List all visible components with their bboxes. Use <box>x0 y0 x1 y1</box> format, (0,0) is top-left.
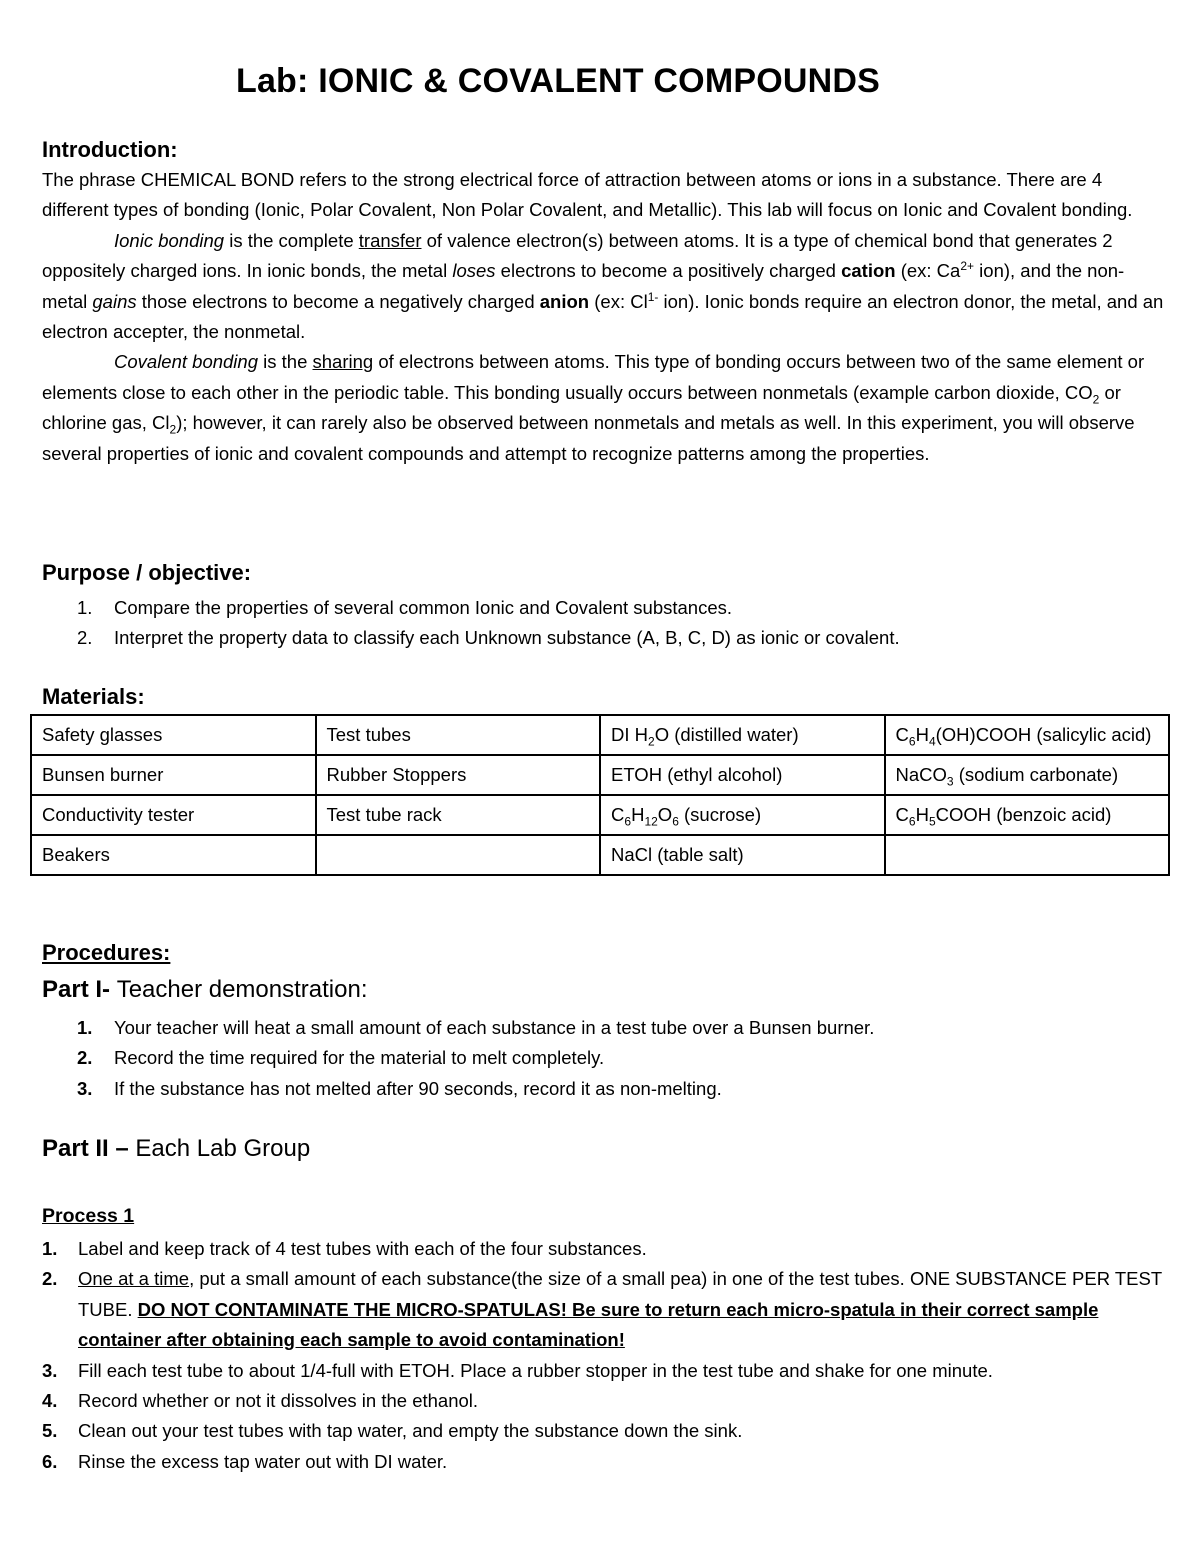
list-item: 4. Record whether or not it dissolves in the ethanol. <box>42 1390 479 1412</box>
list-item: 2. Record the time required for the material to melt completely. <box>77 1047 605 1069</box>
list-item: 1. Your teacher will heat a small amount of each substance in a test tube over a Bunsen burner. <box>77 1017 875 1038</box>
intro-paragraph-covalent: Covalent bonding is the sharing of electrons between atoms. This type of bonding occurs between two of the same element or elements close to each other in the periodic table. This bonding usually occurs between nonmetals (example carbon dioxide, $CO_2$ or chlorine gas, $Cl_2$); however, it can rarely also be observed between nonmetals and metals as well. In this experiment, you will observe several properties of ionic and covalent compounds and attempt to recognize patterns among the properties. <box>42 351 1145 464</box>
intro-paragraph-1: The phrase CHEMICAL BOND refers to the strong electrical force of attraction between atoms or ions in a substance. There are 4 different types of bonding (Ionic, Polar Covalent, Non Polar Covalent, and Metallic). This lab will focus on Ionic and Covalent bonding. <box>42 169 1133 221</box>
part1-list <box>42 1013 1164 1104</box>
contamination-warning: DO NOT CONTAMINATE THE MICRO-SPATULAS! Be sure to return each micro-spatula in their correct sample container after obtaining each sample to avoid contamination! <box>78 1298 1099 1351</box>
table-row <box>31 835 1169 875</box>
table-cell: Safety glasses <box>31 715 316 755</box>
table-cell: NaCl (table salt) <box>600 835 885 875</box>
purpose-heading: Purpose / objective: <box>42 560 252 585</box>
list-item: 3. Fill each test tube to about 1/4-full with ETOH. Place a rubber stopper in the test tube and shake for one minute. <box>42 1359 993 1381</box>
table-cell: Bunsen burner <box>31 755 316 795</box>
table-cell <box>885 835 1170 875</box>
table-cell: Beakers <box>31 835 316 875</box>
list-item: 1. Compare the properties of several common Ionic and Covalent substances. <box>77 597 733 618</box>
table-row <box>31 755 1169 795</box>
table-cell: NaCO$_3$ (sodium carbonate) <box>885 755 1170 795</box>
introduction-heading: Introduction: <box>42 137 178 162</box>
procedures-heading: Procedures: <box>42 940 171 965</box>
table-cell: Test tubes <box>316 715 601 755</box>
list-item: 1. Label and keep track of 4 test tubes with each of the four substances. <box>42 1238 647 1259</box>
page-title: Lab: IONIC & COVALENT COMPOUNDS <box>235 62 880 100</box>
table-cell: $C_6H_5COOH$ (benzoic acid) <box>885 795 1170 835</box>
purpose-list <box>42 593 1164 654</box>
table-row <box>31 715 1169 755</box>
part2-heading: Part II – Each Lab Group <box>42 1135 311 1162</box>
table-cell: DI $H_2O$ (distilled water) <box>600 715 885 755</box>
table-cell: Conductivity tester <box>31 795 316 835</box>
table-cell <box>316 835 601 875</box>
intro-paragraph-ionic: Ionic bonding is the complete transfer of valence electron(s) between atoms. It is a type of chemical bond that generates 2 oppositely charged ions. In ionic bonds, the metal loses electrons to become a positively charged cation (ex: $Ca^{2+}$ ion), and the non-metal gains those electrons to become a negatively charged anion (ex: $Cl^{1-}$ ion). Ionic bonds require an electron donor, the metal, and an electron accepter, the nonmetal. <box>42 229 1164 343</box>
table-cell: $C_6H_{12}O_6$ (sucrose) <box>600 795 885 835</box>
list-item: 3. If the substance has not melted after 90 seconds, record it as non-melting. <box>77 1077 722 1099</box>
materials-heading: Materials: <box>42 684 145 709</box>
process1-heading: Process 1 <box>42 1205 135 1227</box>
materials-table <box>30 714 1170 876</box>
table-cell: ETOH (ethyl alcohol) <box>600 755 885 795</box>
table-cell: Rubber Stoppers <box>316 755 601 795</box>
introduction-body <box>42 165 1164 469</box>
list-item: 6. Rinse the excess tap water out with DI water. <box>42 1450 448 1472</box>
table-cell: $C_6H_4(OH)COOH$ (salicylic acid) <box>885 715 1170 755</box>
list-item: 2. One at a time, put a small amount of each substance(the size of a small pea) in one of the test tubes. ONE SUBSTANCE PER TEST TUBE. DO NOT CONTAMINATE THE MICRO-SPATULAS! Be sure to return each micro-spatula in their correct sample container after obtaining each sample to avoid contamination! <box>42 1268 1162 1351</box>
list-item: 5. Clean out your test tubes with tap water, and empty the substance down the sink. <box>42 1420 743 1442</box>
list-item: 2. Interpret the property data to classify each Unknown substance (A, B, C, D) as ionic or covalent. <box>77 627 900 649</box>
table-cell: Test tube rack <box>316 795 601 835</box>
table-row <box>31 795 1169 835</box>
part1-heading: Part I- Teacher demonstration: <box>42 976 368 1003</box>
process1-list <box>42 1234 1164 1477</box>
